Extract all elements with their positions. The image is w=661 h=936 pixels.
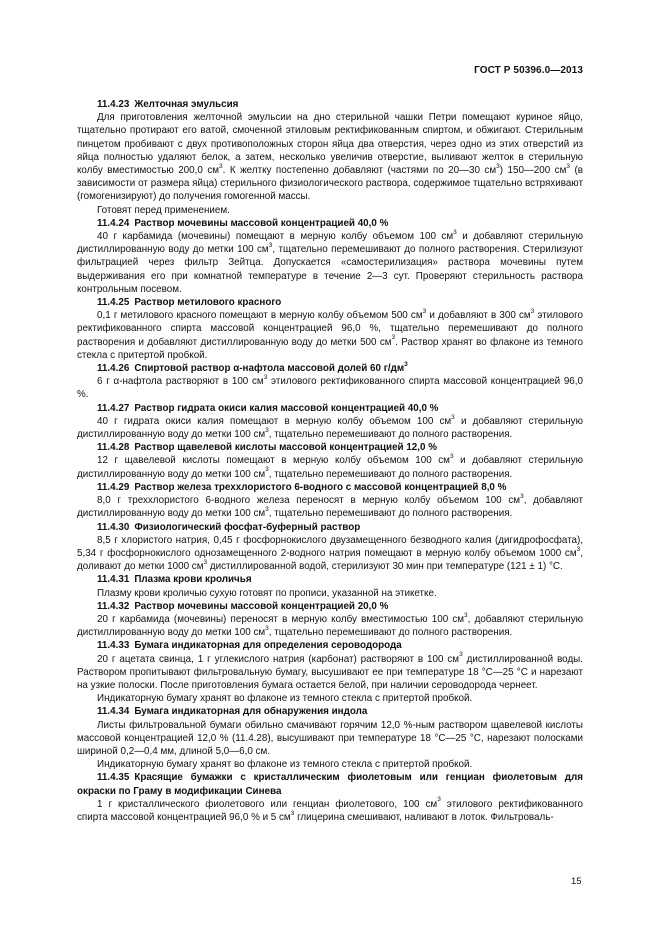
section-title: Бумага индикаторная для определения сероводорода: [134, 640, 402, 652]
section-heading: [77, 639, 583, 652]
standard-header: ГОСТ Р 50396.0—2013: [474, 65, 583, 76]
section-heading: [77, 705, 583, 718]
page-number: 15: [571, 876, 582, 887]
section-title: Раствор мочевины массовой концентрацией 40,0 %: [134, 217, 389, 229]
section-heading: [77, 296, 583, 309]
section-paragraph: 40 г карбамида (мочевины) помещают в мерную колбу объемом 100 $см^3$ и добавляют стерильную дистиллированную воду до метки 100 $см^3$, тщательно перемешивают до полного растворения. Стерилизуют фильтрацией через фильтр Зейтца. Допускается «самостерилизация» раствора мочевины путем выдерживания его при комнатной температуре в течение 2—3 сут. Проверяют стерильность раствора контрольным посевом.: [77, 228, 584, 295]
section-title: Раствор мочевины массовой концентрацией 20,0 %: [134, 600, 389, 612]
section-paragraph: Индикаторную бумагу хранят во флаконе из темного стекла с притертой пробкой.: [97, 693, 473, 705]
section-heading: [77, 481, 583, 494]
section-title: Раствор железа треххлористого 6-водного с массовой концентрацией 8,0 %: [134, 481, 507, 493]
section-number: 11.4.27: [97, 402, 130, 414]
section-heading: [77, 771, 583, 797]
section-title: Бумага индикаторная для обнаружения индола: [134, 706, 368, 718]
section-title: Красящие бумажки с кристаллическим фиолетовым или генциан фиолетовым для окраски по Граму в модификации Синева: [77, 772, 583, 797]
section-heading: [77, 362, 583, 375]
section-title: Раствор метилового красного: [134, 297, 282, 309]
section-number: 11.4.25: [97, 297, 130, 309]
section-number: 11.4.24: [97, 217, 130, 229]
section-paragraph: Индикаторную бумагу хранят во флаконе из темного стекла с притертой пробкой.: [97, 759, 473, 771]
section-heading: [77, 98, 583, 111]
section-paragraph: 1 г кристаллического фиолетового или генциан фиолетового, 100 $см^3$ этилового ректификованного спирта массовой концентрацией 96,0 % и 5 $см^3$ глицерина смешивают, наливают в лоток. Фильтроваль-: [77, 796, 583, 823]
section-number: 11.4.35: [97, 772, 130, 784]
section-paragraph: 12 г щавелевой кислоты помещают в мерную колбу объемом 100 $см^3$ и добавляют стерильную дистиллированную воду до метки 100 $см^3$, тщательно перемешивают до полного растворения.: [77, 453, 583, 480]
section-paragraph: 8,5 г хлористого натрия, 0,45 г фосфорнокислого двузамещенного безводного калия (дигидрофосфата), 5,34 г фосфорнокислого однозамещенного 2-водного натрия помещают в мерную колбу объемом 1000 $см^3$, доливают до метки 1000 $см^3$ дистиллированной водой, стерилизуют 30 мин при температуре (121 ± 1) °С.: [77, 534, 583, 573]
section-number: 11.4.31: [97, 574, 130, 586]
section-paragraph: 6 г α-нафтола растворяют в 100 $см^3$ этилового ректификованного спирта массовой концентрацией 96,0 %.: [77, 373, 583, 401]
section-paragraph: 40 г гидрата окиси калия помещают в мерную колбу объемом 100 $см^3$ и добавляют стерильную дистиллированную воду до метки 100 $см^3$, тщательно перемешивают до полного растворения.: [77, 413, 583, 441]
section-number: 11.4.23: [97, 99, 130, 110]
section-heading: [77, 441, 583, 454]
section-title: Раствор щавелевой кислоты массовой концентрацией 12,0 %: [134, 442, 437, 454]
section-paragraph: Для приготовления желточной эмульсии на дно стерильной чашки Петри помещают куриное яйцо, тщательно протирают его ватой, смоченной этиловым ректификованным спиртом, и обжигают. Стерильным пинцетом пробивают с двух противоположных сторон яйца два отверстия, через одно из этих отверстий из яйца полностью удаляют белок, а затем, несколько увеличив отверстие, выливают желток в стерильную колбу вместимостью 200,0 $см^3$. К желтку постепенно добавляют (частями по 20—30 $см^3$) 150—200 $см^3$ (в зависимости от размера яйца) стерильного физиологического раствора, содержимое тщательно встряхивают (гомогенизируют) до получения гомогенной массы.: [77, 112, 583, 203]
section-heading: [77, 217, 583, 230]
section-title: Спиртовой раствор α-нафтола массовой долей 60 $г/дм^3$: [134, 360, 408, 375]
section-paragraph: 20 г ацетата свинца, 1 г углекислого натрия (карбонат) растворяют в 100 $см^3$ дистиллированной воды. Раствором пропитывают фильтровальную бумагу, высушивают ее при температуре 18 °С—25 °С и нарезают на узкие полоски. После приготовления бумага остается белой, при наличии сероводорода чернеет.: [77, 651, 583, 691]
section-heading: [77, 402, 583, 415]
section-number: 11.4.30: [97, 521, 130, 533]
section-number: 11.4.28: [97, 442, 130, 454]
document-body: [77, 98, 583, 824]
section-title: Физиологический фосфат-буферный раствор: [134, 521, 361, 533]
section-paragraph: Плазму крови кроличью сухую готовят по прописи, указанной на этикетке.: [97, 587, 437, 599]
section-title: Раствор гидрата окиси калия массовой концентрацией 40,0 %: [134, 402, 439, 414]
section-paragraph: Листы фильтровальной бумаги обильно смачивают горячим 12,0 %-ным раствором щавелевой кислоты массовой концентрацией 12,0 % (11.4.28), высушивают при температуре 18 °С—25 °С, нарезают полосками шириной 0,2—0,4 мм, длиной 5,0—6,0 см.: [77, 719, 583, 757]
section-heading: [77, 600, 583, 613]
section-paragraph: 20 г карбамида (мочевины) переносят в мерную колбу вместимостью 100 $см^3$, добавляют стерильную дистиллированную воду до метки 100 $см^3$, тщательно перемешивают до полного растворения.: [77, 611, 583, 639]
section-number: 11.4.26: [97, 363, 130, 375]
section-title: Плазма крови кроличья: [134, 574, 252, 586]
section-number: 11.4.32: [97, 600, 130, 612]
section-paragraph: 8,0 г треххлористого 6-водного железа переносят в мерную колбу объемом 100 $см^3$, добавляют дистиллированную воду до метки 100 $см^3$, тщательно перемешивают до полного растворения.: [77, 492, 584, 520]
section-heading: [77, 521, 583, 534]
section-number: 11.4.33: [97, 640, 130, 652]
section-number: 11.4.34: [97, 706, 130, 718]
section-number: 11.4.29: [97, 481, 130, 493]
section-title: Желточная эмульсия: [134, 99, 239, 110]
section-paragraph: 0,1 г метилового красного помещают в мерную колбу объемом 500 $см^3$ и добавляют в 300 $см^3$ этилового ректификованного спирта массовой концентрацией 96,0 %, тщательно перемешивают до полного растворения и добавляют дистиллированную воду до метки 500 $см^3$. Раствор хранят во флаконе из темного стекла с притертой пробкой.: [77, 307, 584, 361]
section-heading: [77, 573, 583, 586]
section-paragraph: Готовят перед применением.: [97, 204, 230, 216]
